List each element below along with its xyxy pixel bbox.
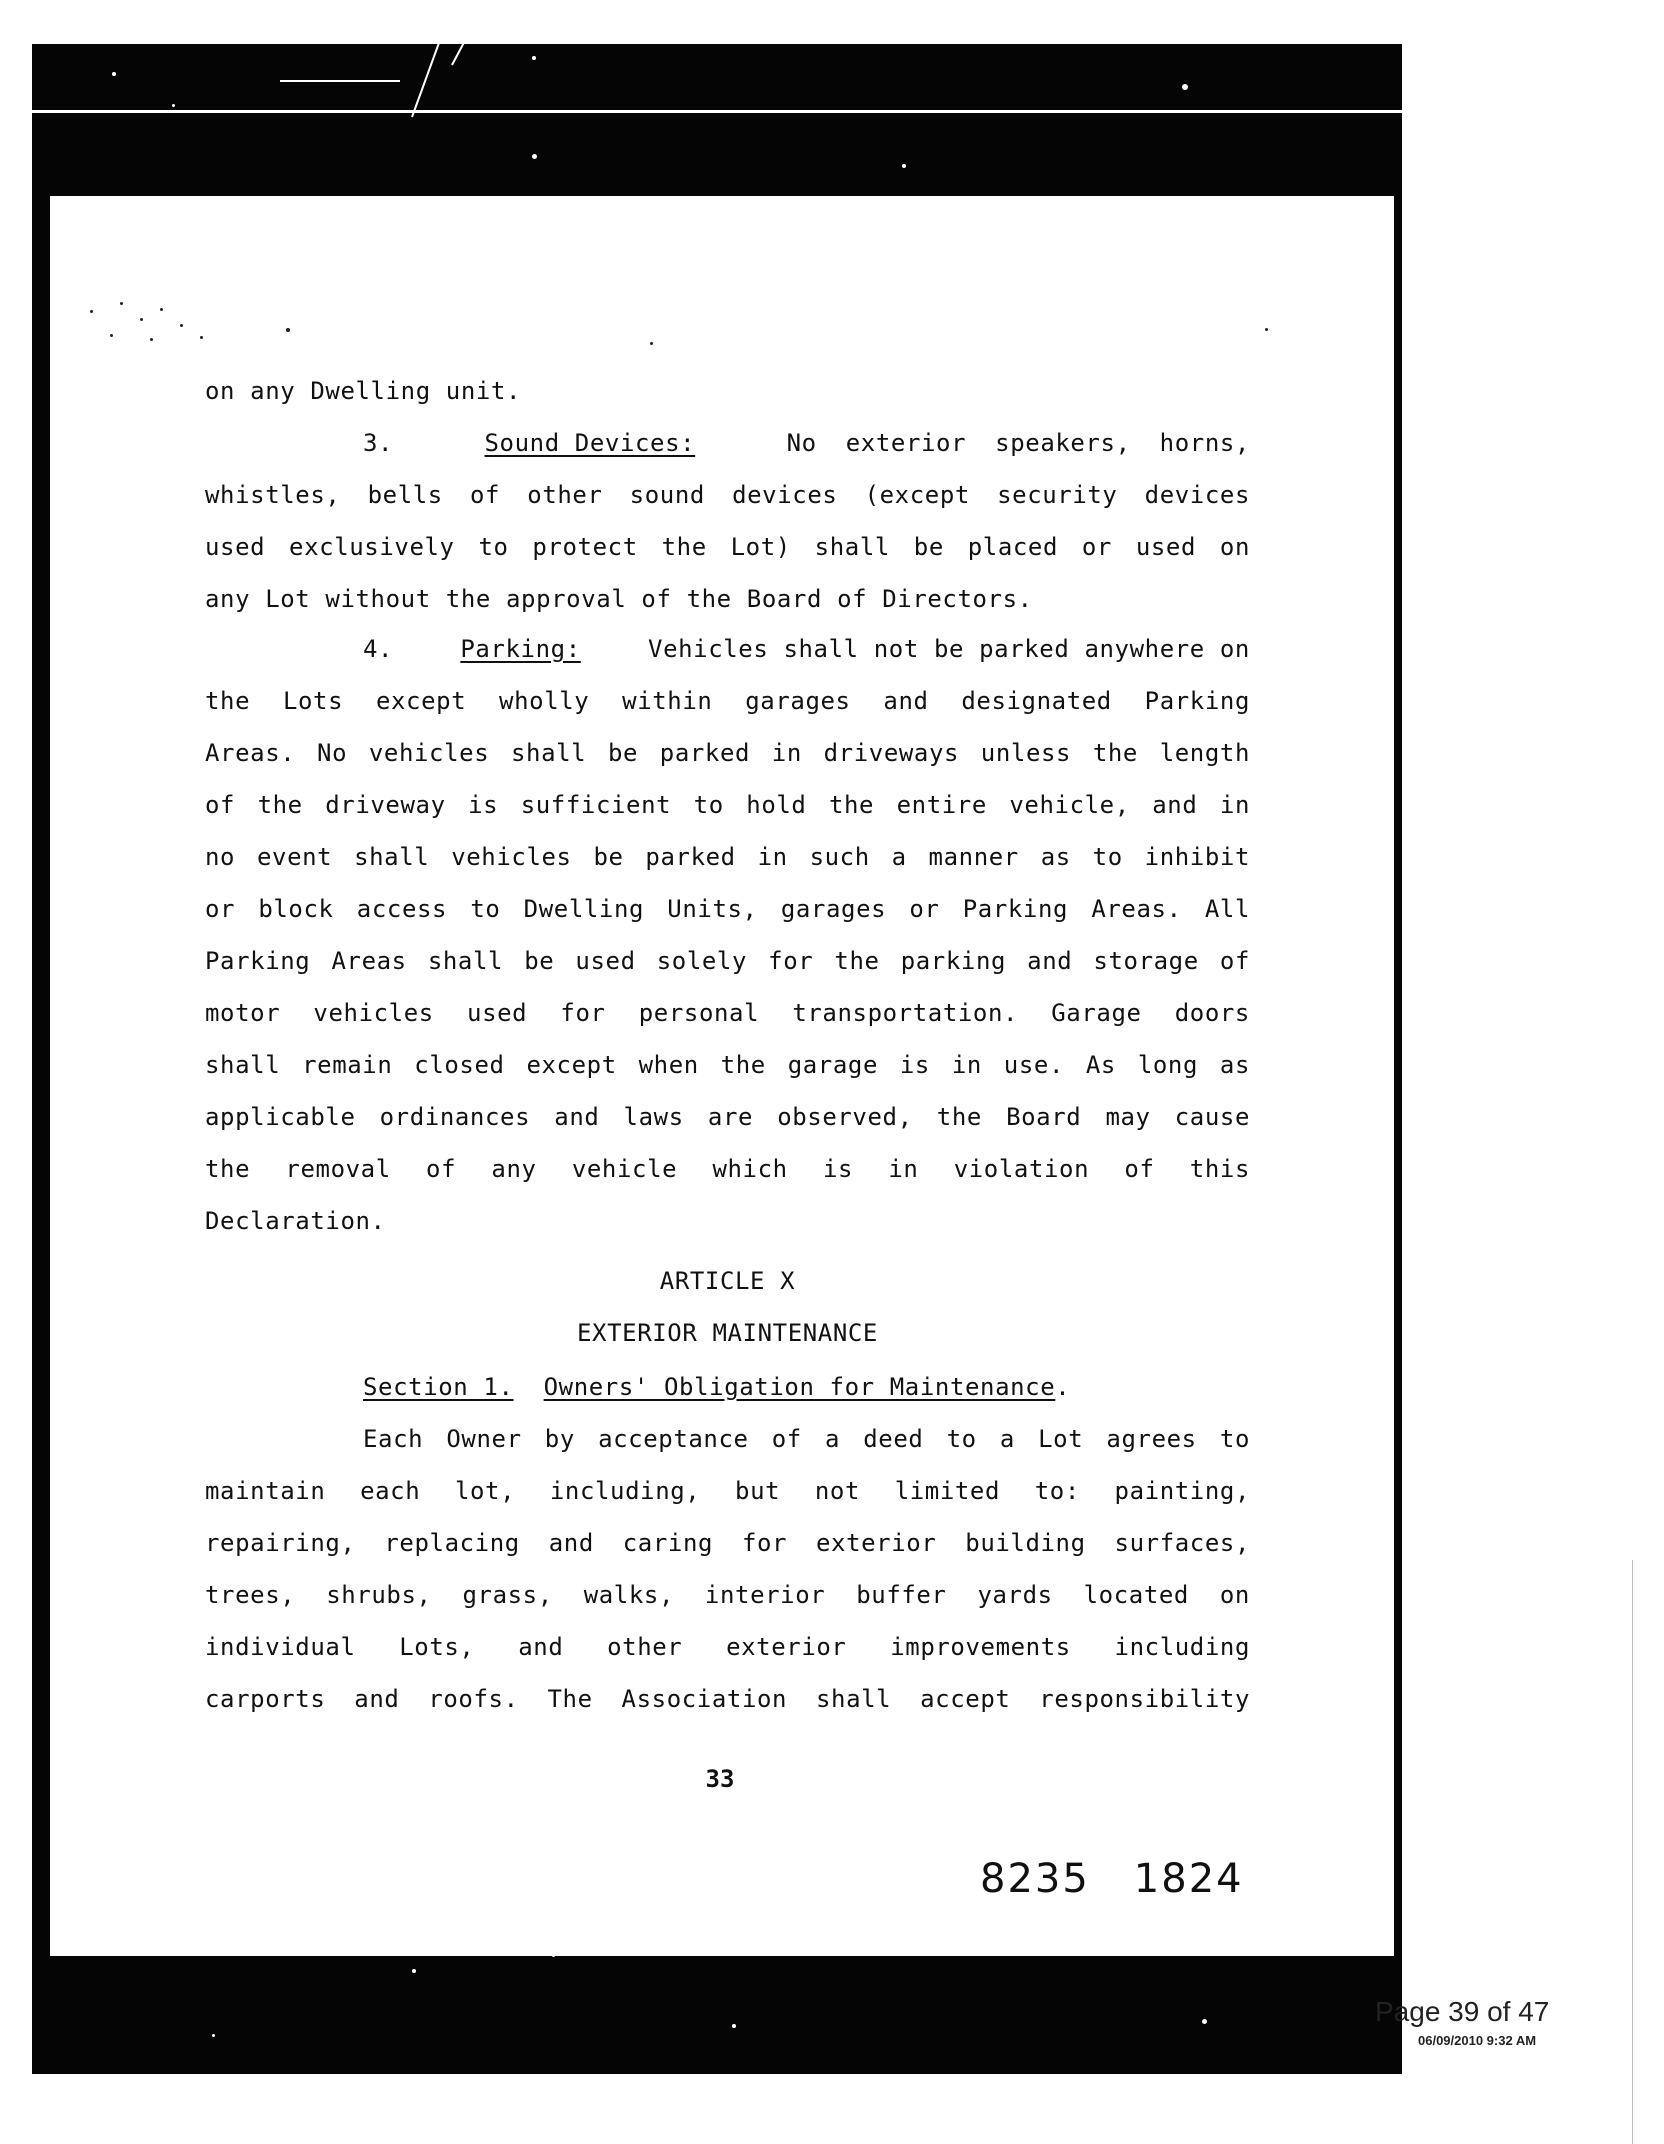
scan-speck (150, 338, 153, 341)
text-line: Each Owner by acceptance of a deed to a Lot agrees to (363, 1425, 1250, 1453)
text-line: applicable ordinances and laws are observed, the Board may cause (205, 1103, 1250, 1131)
scan-speck (180, 324, 183, 327)
scan-speck (172, 104, 175, 107)
page-number: 33 (705, 1765, 735, 1793)
text-line: Areas. No vehicles shall be parked in driveways unless the length (205, 739, 1250, 767)
text-line: maintain each lot, including, but not limited to: painting, (205, 1477, 1250, 1505)
book-number: 8235 (980, 1856, 1090, 1902)
paragraph-heading-line (363, 428, 1250, 458)
text-line: shall remain closed except when the garage is in use. As long as (205, 1051, 1250, 1079)
scan-speck (200, 336, 203, 339)
scan-speck (120, 302, 123, 305)
section-title: Owners' Obligation for Maintenance (543, 1373, 1056, 1401)
section-label: Section 1. (363, 1373, 514, 1401)
paragraph-heading-line (363, 634, 1250, 664)
item-number: 4. (363, 635, 394, 663)
text-line: individual Lots, and other exterior improvements including (205, 1633, 1250, 1661)
scan-speck (1265, 328, 1268, 331)
scan-streak (411, 32, 444, 117)
item-heading: Sound Devices: (484, 429, 696, 457)
page-reference: 1824 (1133, 1856, 1244, 1902)
text-line: or block access to Dwelling Units, garages or Parking Areas. All (205, 895, 1250, 923)
item-heading: Parking: (460, 635, 581, 663)
item-number: 3. (363, 429, 394, 457)
scan-speck (650, 342, 653, 345)
text-line: repairing, replacing and caring for exterior building surfaces, (205, 1529, 1250, 1557)
text-line: no event shall vehicles be parked in such a manner as to inhibit (205, 843, 1250, 871)
scan-speck (112, 72, 116, 76)
scan-rule (32, 110, 1402, 113)
scan-speck (732, 2024, 736, 2028)
text-line: Declaration. (205, 1207, 386, 1235)
scan-speck (90, 310, 93, 313)
text-line: used exclusively to protect the Lot) shall be placed or used on (205, 533, 1250, 561)
text-line: on any Dwelling unit. (205, 377, 522, 405)
text-line: any Lot without the approval of the Board of Directors. (205, 585, 1033, 613)
scan-speck (412, 1969, 416, 1973)
item-text: No exterior speakers, horns, (786, 429, 1250, 457)
book-page-stamp (980, 1856, 1288, 1902)
text-line: the removal of any vehicle which is in violation of this (205, 1155, 1250, 1183)
text-line: motor vehicles used for personal transportation. Garage doors (205, 999, 1250, 1027)
scan-edge-line (1632, 1560, 1633, 2144)
text-line: whistles, bells of other sound devices (except security devices (205, 481, 1250, 509)
scan-speck (532, 154, 537, 159)
section-heading: Section 1. Owners' Obligation for Maintenance. (363, 1373, 1071, 1401)
text-line: carports and roofs. The Association shall accept responsibility (205, 1685, 1250, 1713)
text-line: trees, shrubs, grass, walks, interior buffer yards located on (205, 1581, 1250, 1609)
article-subtitle: EXTERIOR MAINTENANCE (577, 1319, 878, 1347)
text-line: Parking Areas shall be used solely for the parking and storage of (205, 947, 1250, 975)
article-title: ARTICLE X (659, 1267, 796, 1295)
scan-speck (532, 56, 536, 60)
scan-speck (1202, 2019, 1207, 2024)
scan-speck (286, 328, 290, 332)
scan-speck (552, 1954, 555, 1957)
scan-streak (280, 80, 400, 82)
text-line: the Lots except wholly within garages and designated Parking (205, 687, 1250, 715)
scan-speck (1182, 84, 1188, 90)
page-counter: Page 39 of 47 (1375, 1996, 1550, 2027)
item-text: Vehicles shall not be parked anywhere on (648, 635, 1250, 663)
scan-speck (902, 164, 906, 168)
scan-speck (110, 334, 113, 337)
scan-speck (212, 2034, 215, 2037)
text-line: of the driveway is sufficient to hold the entire vehicle, and in (205, 791, 1250, 819)
timestamp: 06/09/2010 9:32 AM (1418, 2033, 1537, 2048)
scan-speck (140, 318, 143, 321)
scan-speck (160, 308, 163, 311)
scan-streak (451, 12, 481, 66)
